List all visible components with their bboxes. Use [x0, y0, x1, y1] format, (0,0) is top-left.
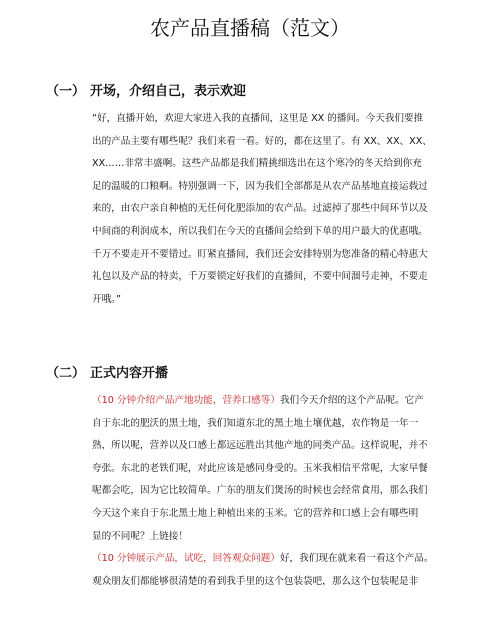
stage-cue: （10 分钟介绍产品产地功能，营养口感等） — [92, 395, 280, 406]
paragraph-line: 今天这个来自于东北黑土地上种植出来的玉米。它的营养和口感上会有哪些明 — [92, 507, 419, 519]
paragraph-line: 出的产品主要有哪些呢？我们来看一看。好的，都在这里了。有 XX、XX、XX、 — [92, 135, 432, 147]
paragraph-text: 我们今天介绍的这个产品呢。它产 — [279, 395, 424, 406]
section-2-body — [92, 390, 432, 593]
paragraph-line: “好，直播开始，欢迎大家进入我的直播间，这里是 XX 的播间。今天我们要推 — [92, 113, 424, 124]
paragraph-line: 夸张。东北的老铁们呢，对此应该是感同身受的。玉米我相信平常呢，大家早餐 — [92, 462, 428, 474]
paragraph-line: 显的不同呢？上链接！ — [92, 530, 188, 542]
paragraph-line: 千万不要走开不要错过。盯紧直播间，我们还会安排特别为您准备的精心特惠大 — [92, 248, 428, 260]
document-title: 农产品直播稿（范文） — [150, 16, 350, 40]
paragraph-line: 来的，由农户亲自种植的无任何化肥添加的农产品。过滤掉了那些中间环节以及 — [92, 203, 428, 215]
section-number-2: （二） — [46, 366, 86, 381]
paragraph-line: 足的温暖的口粮啊。特别强调一下，因为我们全部都是从农产品基地直接运载过 — [92, 180, 428, 192]
paragraph-line: 中间商的利润成本，所以我们在今天的直播间会给到下单的用户最大的优惠哦。 — [92, 225, 428, 237]
paragraph-line: 礼包以及产品的特卖，千万要锁定好我们的直播间，不要中间溜号走神，不要走 — [92, 271, 428, 283]
paragraph-line: 呢都会吃，因为它比较简单。广东的朋友们煲汤的时候也会经常食用，那么我们 — [92, 485, 428, 497]
section-1-body — [92, 108, 432, 311]
paragraph-line: XX……非常丰盛啊。这些产品都是我们精挑细选出在这个寒冷的冬天给到你充 — [92, 158, 422, 170]
paragraph-line — [92, 390, 432, 413]
section-title-2: 正式内容开播 — [90, 366, 169, 381]
paragraph-line: 自于东北的肥沃的黑土地，我们知道东北的黑土地土壤优越，农作物是一年一 — [92, 417, 419, 429]
paragraph-text: 好，我们现在就来看一看这个产品。 — [279, 553, 434, 565]
paragraph-line — [92, 548, 432, 571]
section-heading-1 — [46, 83, 246, 101]
paragraph-line: 观众朋友们都能够很清楚的看到我手里的这个包装袋吧，那么这个包装呢是非 — [92, 575, 419, 587]
section-heading-2 — [46, 365, 168, 383]
paragraph-line: 熟，所以呢，营养以及口感上都远远胜出其他产地的同类产品。这样说呢，并不 — [92, 440, 428, 452]
paragraph-line: 开哦。” — [92, 293, 121, 305]
section-number-1: （一） — [46, 84, 86, 99]
stage-cue: （10 分钟展示产品，试吃，回答观众问题） — [92, 553, 280, 565]
section-title-1: 开场，介绍自己，表示欢迎 — [90, 84, 247, 99]
